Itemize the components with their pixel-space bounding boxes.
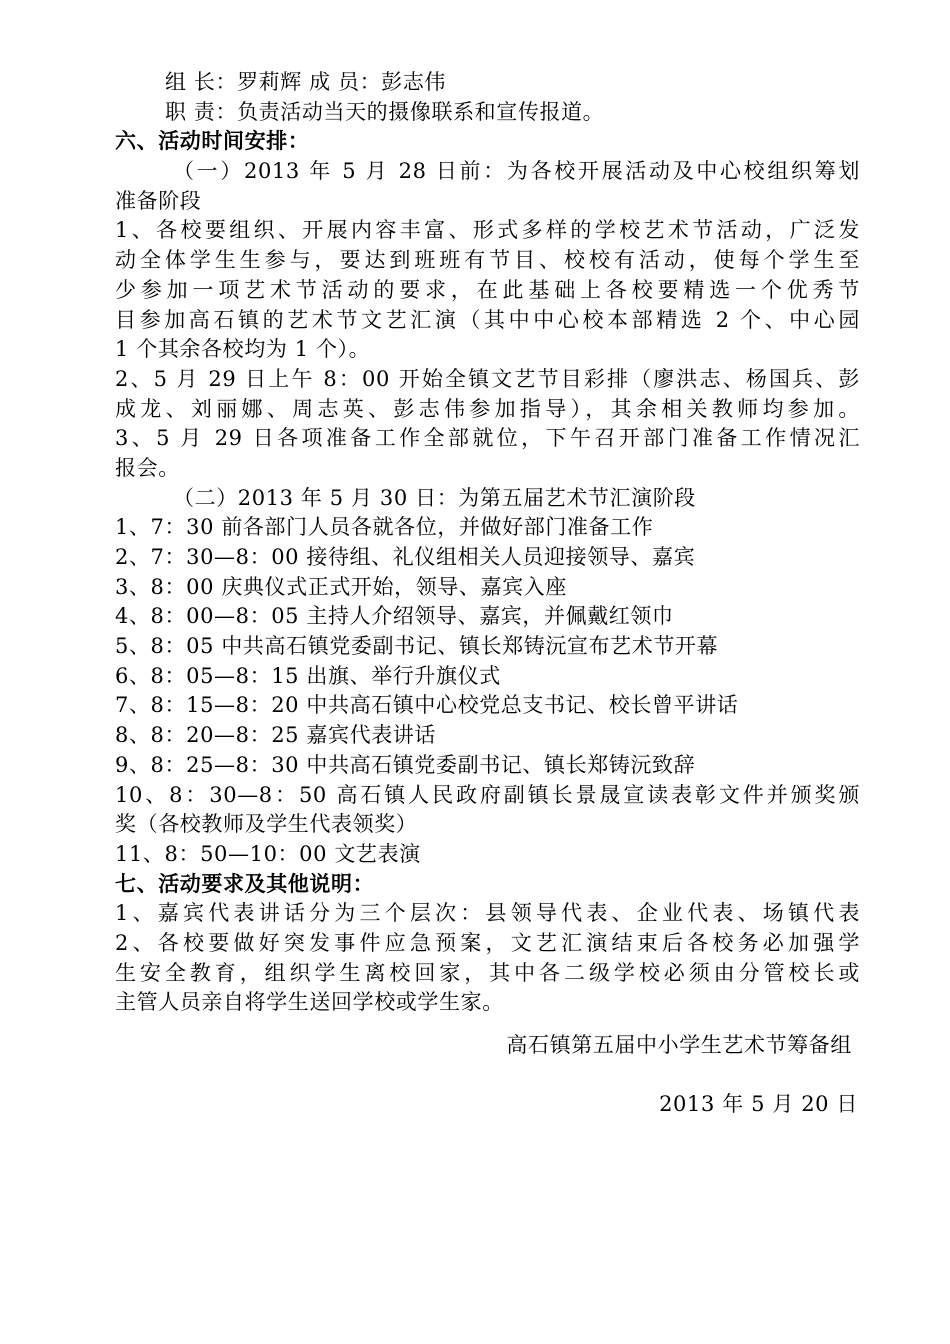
signature-organization: 高石镇第五届中小学生艺术节筹备组 (506, 1033, 852, 1057)
section-heading: 七、活动要求及其他说明： (115, 871, 375, 896)
text-line: 动全体学生生参与，要达到班班有节目、校校有活动，使每个学生至 (115, 248, 860, 273)
text-line: 主管人员亲自将学生送回学校或学生家。 (115, 990, 504, 1015)
text-line: 5、8：05 中共高石镇党委副书记、镇长郑铸沅宣布艺术节开幕 (115, 634, 719, 659)
text-line: 2、7：30—8：00 接待组、礼仪组相关人员迎接领导、嘉宾 (115, 545, 696, 569)
text-line: 7、8：15—8：20 中共高石镇中心校党总支书记、校长曾平讲话 (115, 693, 739, 718)
signature-date: 2013 年 5 月 20 日 (659, 1092, 858, 1116)
text-line: 11、8：50—10：00 文艺表演 (115, 841, 421, 866)
text-line: 6、8：05—8：15 出旗、举行升旗仪式 (115, 663, 501, 688)
section-heading: 六、活动时间安排： (115, 129, 310, 154)
text-line: 3、5 月 29 日各项准备工作全部就位，下午召开部门准备工作情况汇 (115, 426, 860, 451)
text-line: 10、8：30—8：50 高石镇人民政府副镇长景晟宣读表彰文件并颁奖颁 (115, 782, 860, 807)
text-line: 准备阶段 (115, 188, 202, 213)
text-line: 奖（各校教师及学生代表领奖） (115, 812, 418, 837)
text-line: 目参加高石镇的艺术节文艺汇演（其中中心校本部精选 2 个、中心园 (115, 307, 860, 332)
text-line: 1、7：30 前各部门人员各就各位，并做好部门准备工作 (115, 515, 654, 540)
text-line: 2、5 月 29 日上午 8：00 开始全镇文艺节目彩排（廖洪志、杨国兵、彭 (115, 366, 860, 391)
text-line: （一）2013 年 5 月 28 日前：为各校开展活动及中心校组织筹划 (173, 159, 860, 184)
text-line: 成龙、刘丽娜、周志英、彭志伟参加指导），其余相关教师均参加。 (115, 396, 860, 421)
text-line: 组 长：罗莉辉 成 员：彭志伟 (165, 70, 447, 94)
text-line: 职 责：负责活动当天的摄像联系和宣传报道。 (165, 99, 605, 124)
text-line: 少参加一项艺术节活动的要求，在此基础上各校要精选一个优秀节 (115, 277, 860, 302)
text-line: （二）2013 年 5 月 30 日：为第五届艺术节汇演阶段 (173, 485, 696, 510)
text-line: 生安全教育，组织学生离校回家，其中各二级学校必须由分管校长或 (115, 960, 860, 985)
text-line: 8、8：20—8：25 嘉宾代表讲话 (115, 723, 437, 748)
text-line: 2、各校要做好突发事件应急预案，文艺汇演结束后各校务必加强学 (115, 930, 860, 955)
text-line: 1、各校要组织、开展内容丰富、形式多样的学校艺术节活动，广泛发 (115, 218, 860, 243)
text-line: 1 个其余各校均为 1 个）。 (115, 337, 371, 362)
document-body (115, 68, 860, 1018)
text-line: 9、8：25—8：30 中共高石镇党委副书记、镇长郑铸沅致辞 (115, 752, 696, 777)
text-line: 1、嘉宾代表讲话分为三个层次：县领导代表、企业代表、场镇代表 (115, 901, 860, 926)
text-line: 报会。 (115, 455, 180, 480)
text-line: 3、8：00 庆典仪式正式开始，领导、嘉宾入座 (115, 574, 567, 599)
text-line: 4、8：00—8：05 主持人介绍领导、嘉宾，并佩戴红领巾 (115, 604, 674, 629)
